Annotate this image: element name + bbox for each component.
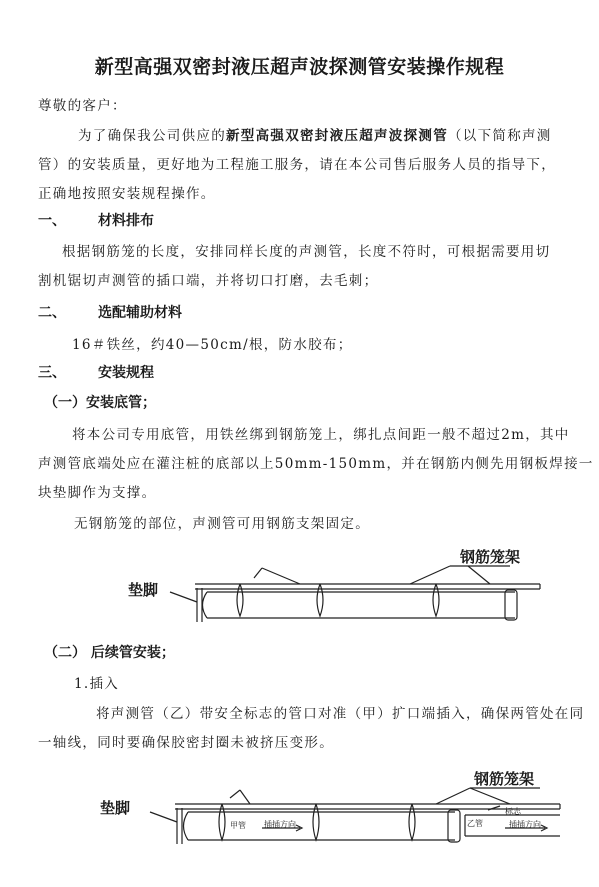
figure-2-direction-label: 插插方向 <box>264 820 296 829</box>
figure-2-pipe-a-label: 甲管 <box>230 821 246 830</box>
subsection-1-line-2: 声测管底端处应在灌注桩的底部以上50mm-150mm，并在钢筋内侧先用钢板焊接一 <box>38 456 594 472</box>
section-2-heading: 选配辅助材料 <box>98 305 182 321</box>
section-2-line-1: 16＃铁丝，约40—50cm/根，防水胶布； <box>72 337 353 353</box>
intro-line-2: 管）的安装质量，更好地为工程施工服务，请在本公司售后服务人员的指导下， <box>38 157 556 173</box>
figure-2-pipe-b-label: 乙管 <box>467 819 483 828</box>
subsection-1-line-1: 将本公司专用底管，用铁丝绑到钢筋笼上，绑扎点间距一般不超过2m，其中 <box>72 427 570 443</box>
section-2-number: 二、 <box>38 305 66 321</box>
subsection-2-line-1: 将声测管（乙）带安全标志的管口对准（甲）扩口端插入，确保两管处在同 <box>96 706 585 722</box>
figure-2-cage-label: 钢筋笼架 <box>474 770 535 788</box>
subsection-2-heading: （二） 后续管安装； <box>44 645 175 661</box>
section-1-number: 一、 <box>38 213 66 229</box>
subsection-1-heading: （一）安装底管； <box>44 395 156 411</box>
subsection-1-line-3: 块垫脚作为支撑。 <box>38 485 157 501</box>
section-1-line-1: 根据钢筋笼的长度，安排同样长度的声测管，长度不符时，可根据需要用切 <box>62 244 551 260</box>
section-3-number: 三、 <box>38 365 66 381</box>
subsection-1-line-4: 无钢筋笼的部位，声测管可用钢筋支架固定。 <box>74 516 370 532</box>
figure-2-foot-label: 垫脚 <box>100 799 131 817</box>
figure-2-direction-label-2: 插插方向 <box>509 820 541 829</box>
subsection-2-line-2: 一轴线，同时要确保胶密封圈未被挤压变形。 <box>38 735 334 751</box>
figure-2-mark-label: 标志 <box>505 807 521 816</box>
intro-line-3: 正确地按照安装规程操作。 <box>38 186 216 202</box>
figure-1-cage-label: 钢筋笼架 <box>460 548 521 566</box>
subsection-2-item: 1.插入 <box>74 676 120 692</box>
page-title: 新型高强双密封液压超声波探测管安装操作规程 <box>94 56 505 78</box>
product-name: 新型高强双密封液压超声波探测管 <box>226 128 448 144</box>
section-1-line-2: 割机锯切声测管的插口端，并将切口打磨，去毛刺； <box>38 273 379 289</box>
intro-text: 为了确保我公司供应的 <box>78 128 226 144</box>
section-3-heading: 安装规程 <box>98 365 154 381</box>
figure-1-foot-label: 垫脚 <box>128 581 159 599</box>
section-1-heading: 材料排布 <box>98 213 154 229</box>
intro-line-1 <box>78 124 552 144</box>
greeting: 尊敬的客户： <box>38 98 127 114</box>
intro-text: （以下简称声测 <box>448 128 552 144</box>
